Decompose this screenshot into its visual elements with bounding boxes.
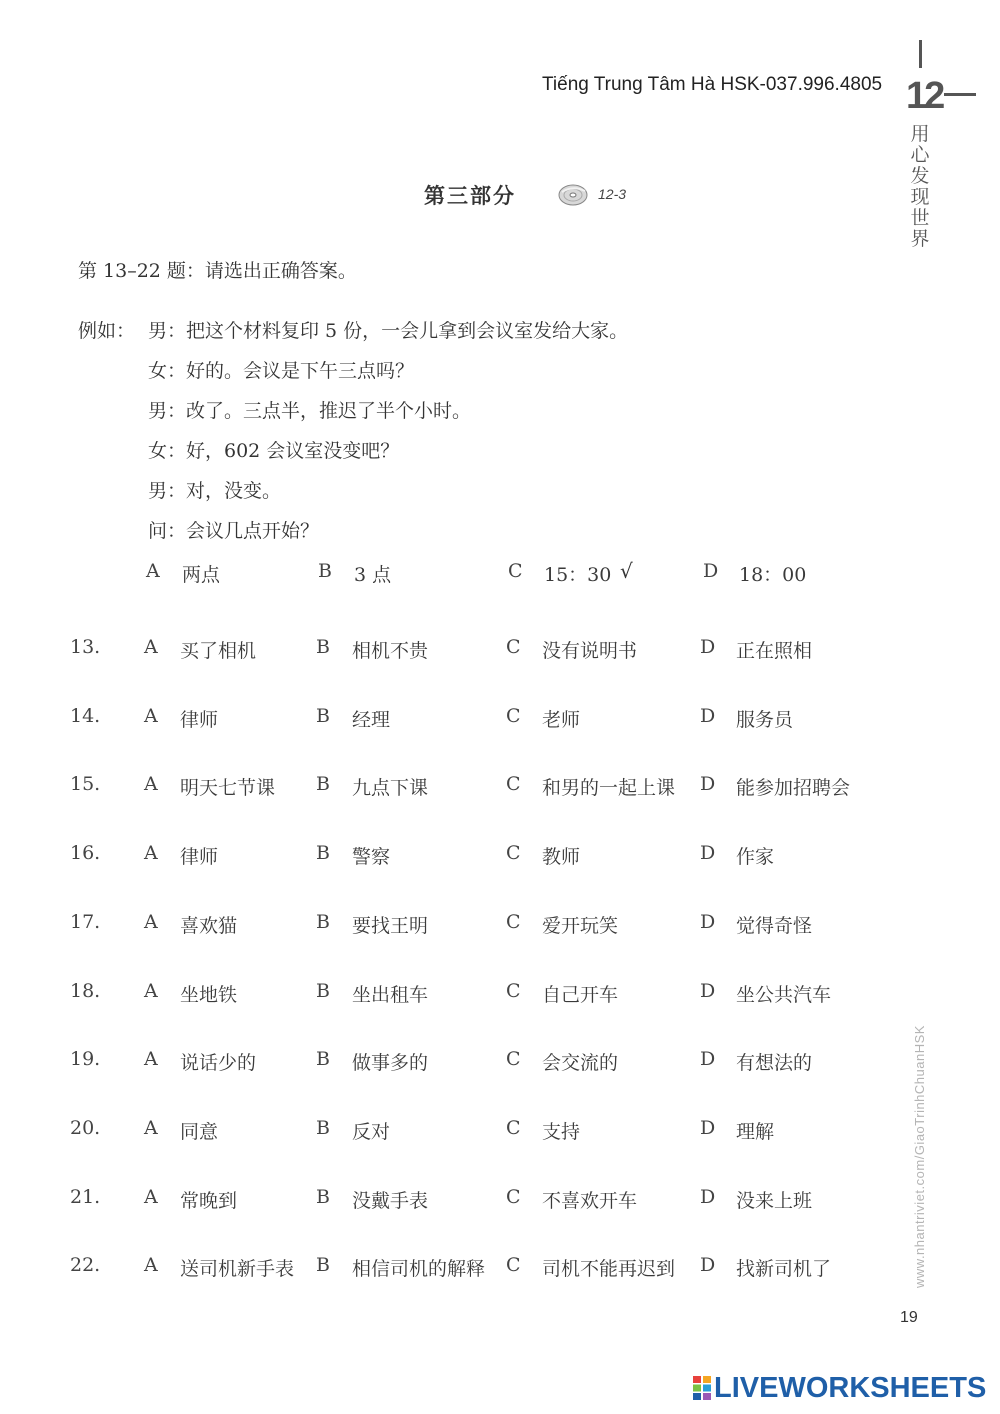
option-letter-c: C bbox=[506, 1254, 521, 1276]
option-letter-a: A bbox=[144, 773, 158, 795]
answer-option-d[interactable]: 找新司机了 bbox=[736, 1258, 832, 1280]
option-letter-c: C bbox=[506, 1186, 521, 1208]
chapter-title bbox=[907, 124, 933, 250]
answer-option-b[interactable]: 警察 bbox=[352, 846, 391, 868]
example-option-a: 两点 bbox=[182, 564, 221, 586]
option-letter-d: D bbox=[700, 636, 716, 658]
question-number: 18. bbox=[70, 980, 101, 1002]
option-letter-c: C bbox=[506, 980, 521, 1002]
chapter-rule-right bbox=[944, 93, 976, 96]
answer-option-b[interactable]: 相信司机的解释 bbox=[352, 1258, 486, 1280]
answer-option-c[interactable]: 自己开车 bbox=[542, 984, 619, 1006]
option-letter-b: B bbox=[316, 1048, 330, 1070]
chapter-title-char: 心 bbox=[910, 144, 930, 166]
example-option-d-letter: D bbox=[703, 560, 719, 582]
option-letter-a: A bbox=[144, 705, 158, 727]
chapter-title-char: 用 bbox=[910, 123, 930, 145]
option-letter-b: B bbox=[316, 842, 330, 864]
answer-option-a[interactable]: 坐地铁 bbox=[180, 984, 238, 1006]
answer-option-b[interactable]: 反对 bbox=[352, 1121, 391, 1143]
option-letter-b: B bbox=[316, 911, 330, 933]
answer-option-a[interactable]: 明天七节课 bbox=[180, 777, 276, 799]
answer-option-d[interactable]: 服务员 bbox=[736, 709, 794, 731]
option-letter-c: C bbox=[506, 842, 521, 864]
question-number: 17. bbox=[70, 911, 101, 933]
correct-check-mark: √ bbox=[620, 559, 633, 583]
answer-option-d[interactable]: 作家 bbox=[736, 846, 775, 868]
liveworksheets-logo-icon bbox=[693, 1376, 711, 1400]
option-letter-b: B bbox=[316, 1117, 330, 1139]
question-number: 14. bbox=[70, 705, 101, 727]
example-option-c-letter: C bbox=[508, 560, 523, 582]
chapter-rule-top bbox=[919, 40, 922, 68]
option-letter-d: D bbox=[700, 842, 716, 864]
answer-option-c[interactable]: 司机不能再迟到 bbox=[542, 1258, 676, 1280]
audio-cd-icon[interactable] bbox=[558, 181, 592, 207]
option-letter-c: C bbox=[506, 1117, 521, 1139]
answer-option-d[interactable]: 有想法的 bbox=[736, 1052, 813, 1074]
option-letter-b: B bbox=[316, 1254, 330, 1276]
answer-option-c[interactable]: 没有说明书 bbox=[542, 640, 638, 662]
example-option-a-letter: A bbox=[146, 560, 160, 582]
option-letter-b: B bbox=[316, 705, 330, 727]
question-number: 20. bbox=[70, 1117, 101, 1139]
answer-option-a[interactable]: 常晚到 bbox=[180, 1190, 238, 1212]
option-letter-c: C bbox=[506, 636, 521, 658]
option-letter-d: D bbox=[700, 911, 716, 933]
answer-option-d[interactable]: 理解 bbox=[736, 1121, 775, 1143]
option-letter-a: A bbox=[144, 1186, 158, 1208]
option-letter-d: D bbox=[700, 1254, 716, 1276]
option-letter-d: D bbox=[700, 980, 716, 1002]
answer-option-a[interactable]: 律师 bbox=[180, 846, 219, 868]
answer-option-c[interactable]: 会交流的 bbox=[542, 1052, 619, 1074]
option-letter-c: C bbox=[506, 911, 521, 933]
chapter-title-char: 发 bbox=[910, 165, 930, 187]
option-letter-d: D bbox=[700, 705, 716, 727]
answer-option-b[interactable]: 九点下课 bbox=[352, 777, 429, 799]
dialog-line: 男：把这个材料复印 5 份，一会儿拿到会议室发给大家。 bbox=[148, 320, 629, 342]
answer-option-c[interactable]: 不喜欢开车 bbox=[542, 1190, 638, 1212]
center-name: Tiếng Trung Tâm Hà HSK-037.996.4805 bbox=[542, 74, 883, 95]
option-letter-a: A bbox=[144, 636, 158, 658]
option-letter-c: C bbox=[506, 705, 521, 727]
answer-option-c[interactable]: 教师 bbox=[542, 846, 581, 868]
option-letter-c: C bbox=[506, 773, 521, 795]
dialog-line: 问：会议几点开始？ bbox=[148, 520, 320, 542]
option-letter-d: D bbox=[700, 1186, 716, 1208]
dialog-line: 男：对，没变。 bbox=[148, 480, 282, 502]
answer-option-a[interactable]: 同意 bbox=[180, 1121, 219, 1143]
answer-option-c[interactable]: 和男的一起上课 bbox=[542, 777, 676, 799]
answer-option-a[interactable]: 喜欢猫 bbox=[180, 915, 238, 937]
question-number: 21. bbox=[70, 1186, 101, 1208]
option-letter-c: C bbox=[506, 1048, 521, 1070]
answer-option-d[interactable]: 没来上班 bbox=[736, 1190, 813, 1212]
example-option-b: 3 点 bbox=[354, 564, 392, 586]
answer-option-b[interactable]: 做事多的 bbox=[352, 1052, 429, 1074]
answer-option-c[interactable]: 爱开玩笑 bbox=[542, 915, 619, 937]
option-letter-a: A bbox=[144, 842, 158, 864]
answer-option-b[interactable]: 没戴手表 bbox=[352, 1190, 429, 1212]
dialog-line: 女：好的。会议是下午三点吗？ bbox=[148, 360, 415, 382]
option-letter-a: A bbox=[144, 980, 158, 1002]
option-letter-a: A bbox=[144, 1254, 158, 1276]
page-number: 19 bbox=[900, 1309, 918, 1326]
option-letter-a: A bbox=[144, 1117, 158, 1139]
option-letter-d: D bbox=[700, 773, 716, 795]
example-option-c: 15：30 bbox=[544, 564, 612, 586]
option-letter-b: B bbox=[316, 1186, 330, 1208]
chapter-number: 12 bbox=[906, 75, 943, 117]
option-letter-b: B bbox=[316, 636, 330, 658]
option-letter-b: B bbox=[316, 773, 330, 795]
example-option-b-letter: B bbox=[318, 560, 332, 582]
option-letter-d: D bbox=[700, 1117, 716, 1139]
section-title: 第三部分 bbox=[424, 184, 516, 208]
answer-option-a[interactable]: 说话少的 bbox=[180, 1052, 257, 1074]
dialog-line: 女：好，602 会议室没变吧？ bbox=[148, 440, 400, 462]
question-number: 19. bbox=[70, 1048, 101, 1070]
option-letter-d: D bbox=[700, 1048, 716, 1070]
answer-option-d[interactable]: 坐公共汽车 bbox=[736, 984, 832, 1006]
answer-option-b[interactable]: 坐出租车 bbox=[352, 984, 429, 1006]
question-number: 13. bbox=[70, 636, 101, 658]
chapter-title-char: 现 bbox=[910, 186, 930, 208]
option-letter-a: A bbox=[144, 911, 158, 933]
question-number: 15. bbox=[70, 773, 101, 795]
answer-option-d[interactable]: 觉得奇怪 bbox=[736, 915, 813, 937]
answer-option-d[interactable]: 正在照相 bbox=[736, 640, 813, 662]
answer-option-b[interactable]: 要找王明 bbox=[352, 915, 429, 937]
option-letter-a: A bbox=[144, 1048, 158, 1070]
question-number: 22. bbox=[70, 1254, 101, 1276]
answer-option-a[interactable]: 送司机新手表 bbox=[180, 1258, 295, 1280]
liveworksheets-brand: LIVEWORKSHEETS bbox=[714, 1372, 987, 1404]
answer-option-a[interactable]: 律师 bbox=[180, 709, 219, 731]
chapter-title-char: 界 bbox=[910, 228, 930, 250]
answer-option-a[interactable]: 买了相机 bbox=[180, 640, 257, 662]
example-option-d: 18：00 bbox=[739, 564, 807, 586]
question-number: 16. bbox=[70, 842, 101, 864]
answer-option-d[interactable]: 能参加招聘会 bbox=[736, 777, 851, 799]
publisher-watermark: www.nhantriviet.com/GiaoTrinhChuanHSK bbox=[912, 1025, 927, 1288]
dialog-line: 男：改了。三点半，推迟了半个小时。 bbox=[148, 400, 472, 422]
example-label: 例如： bbox=[78, 320, 136, 342]
answer-option-c[interactable]: 支持 bbox=[542, 1121, 581, 1143]
option-letter-b: B bbox=[316, 980, 330, 1002]
track-number: 12-3 bbox=[598, 186, 627, 202]
answer-option-b[interactable]: 经理 bbox=[352, 709, 391, 731]
answer-option-c[interactable]: 老师 bbox=[542, 709, 581, 731]
chapter-title-char: 世 bbox=[910, 207, 930, 229]
answer-option-b[interactable]: 相机不贵 bbox=[352, 640, 429, 662]
instruction: 第 13–22 题：请选出正确答案。 bbox=[78, 260, 357, 282]
